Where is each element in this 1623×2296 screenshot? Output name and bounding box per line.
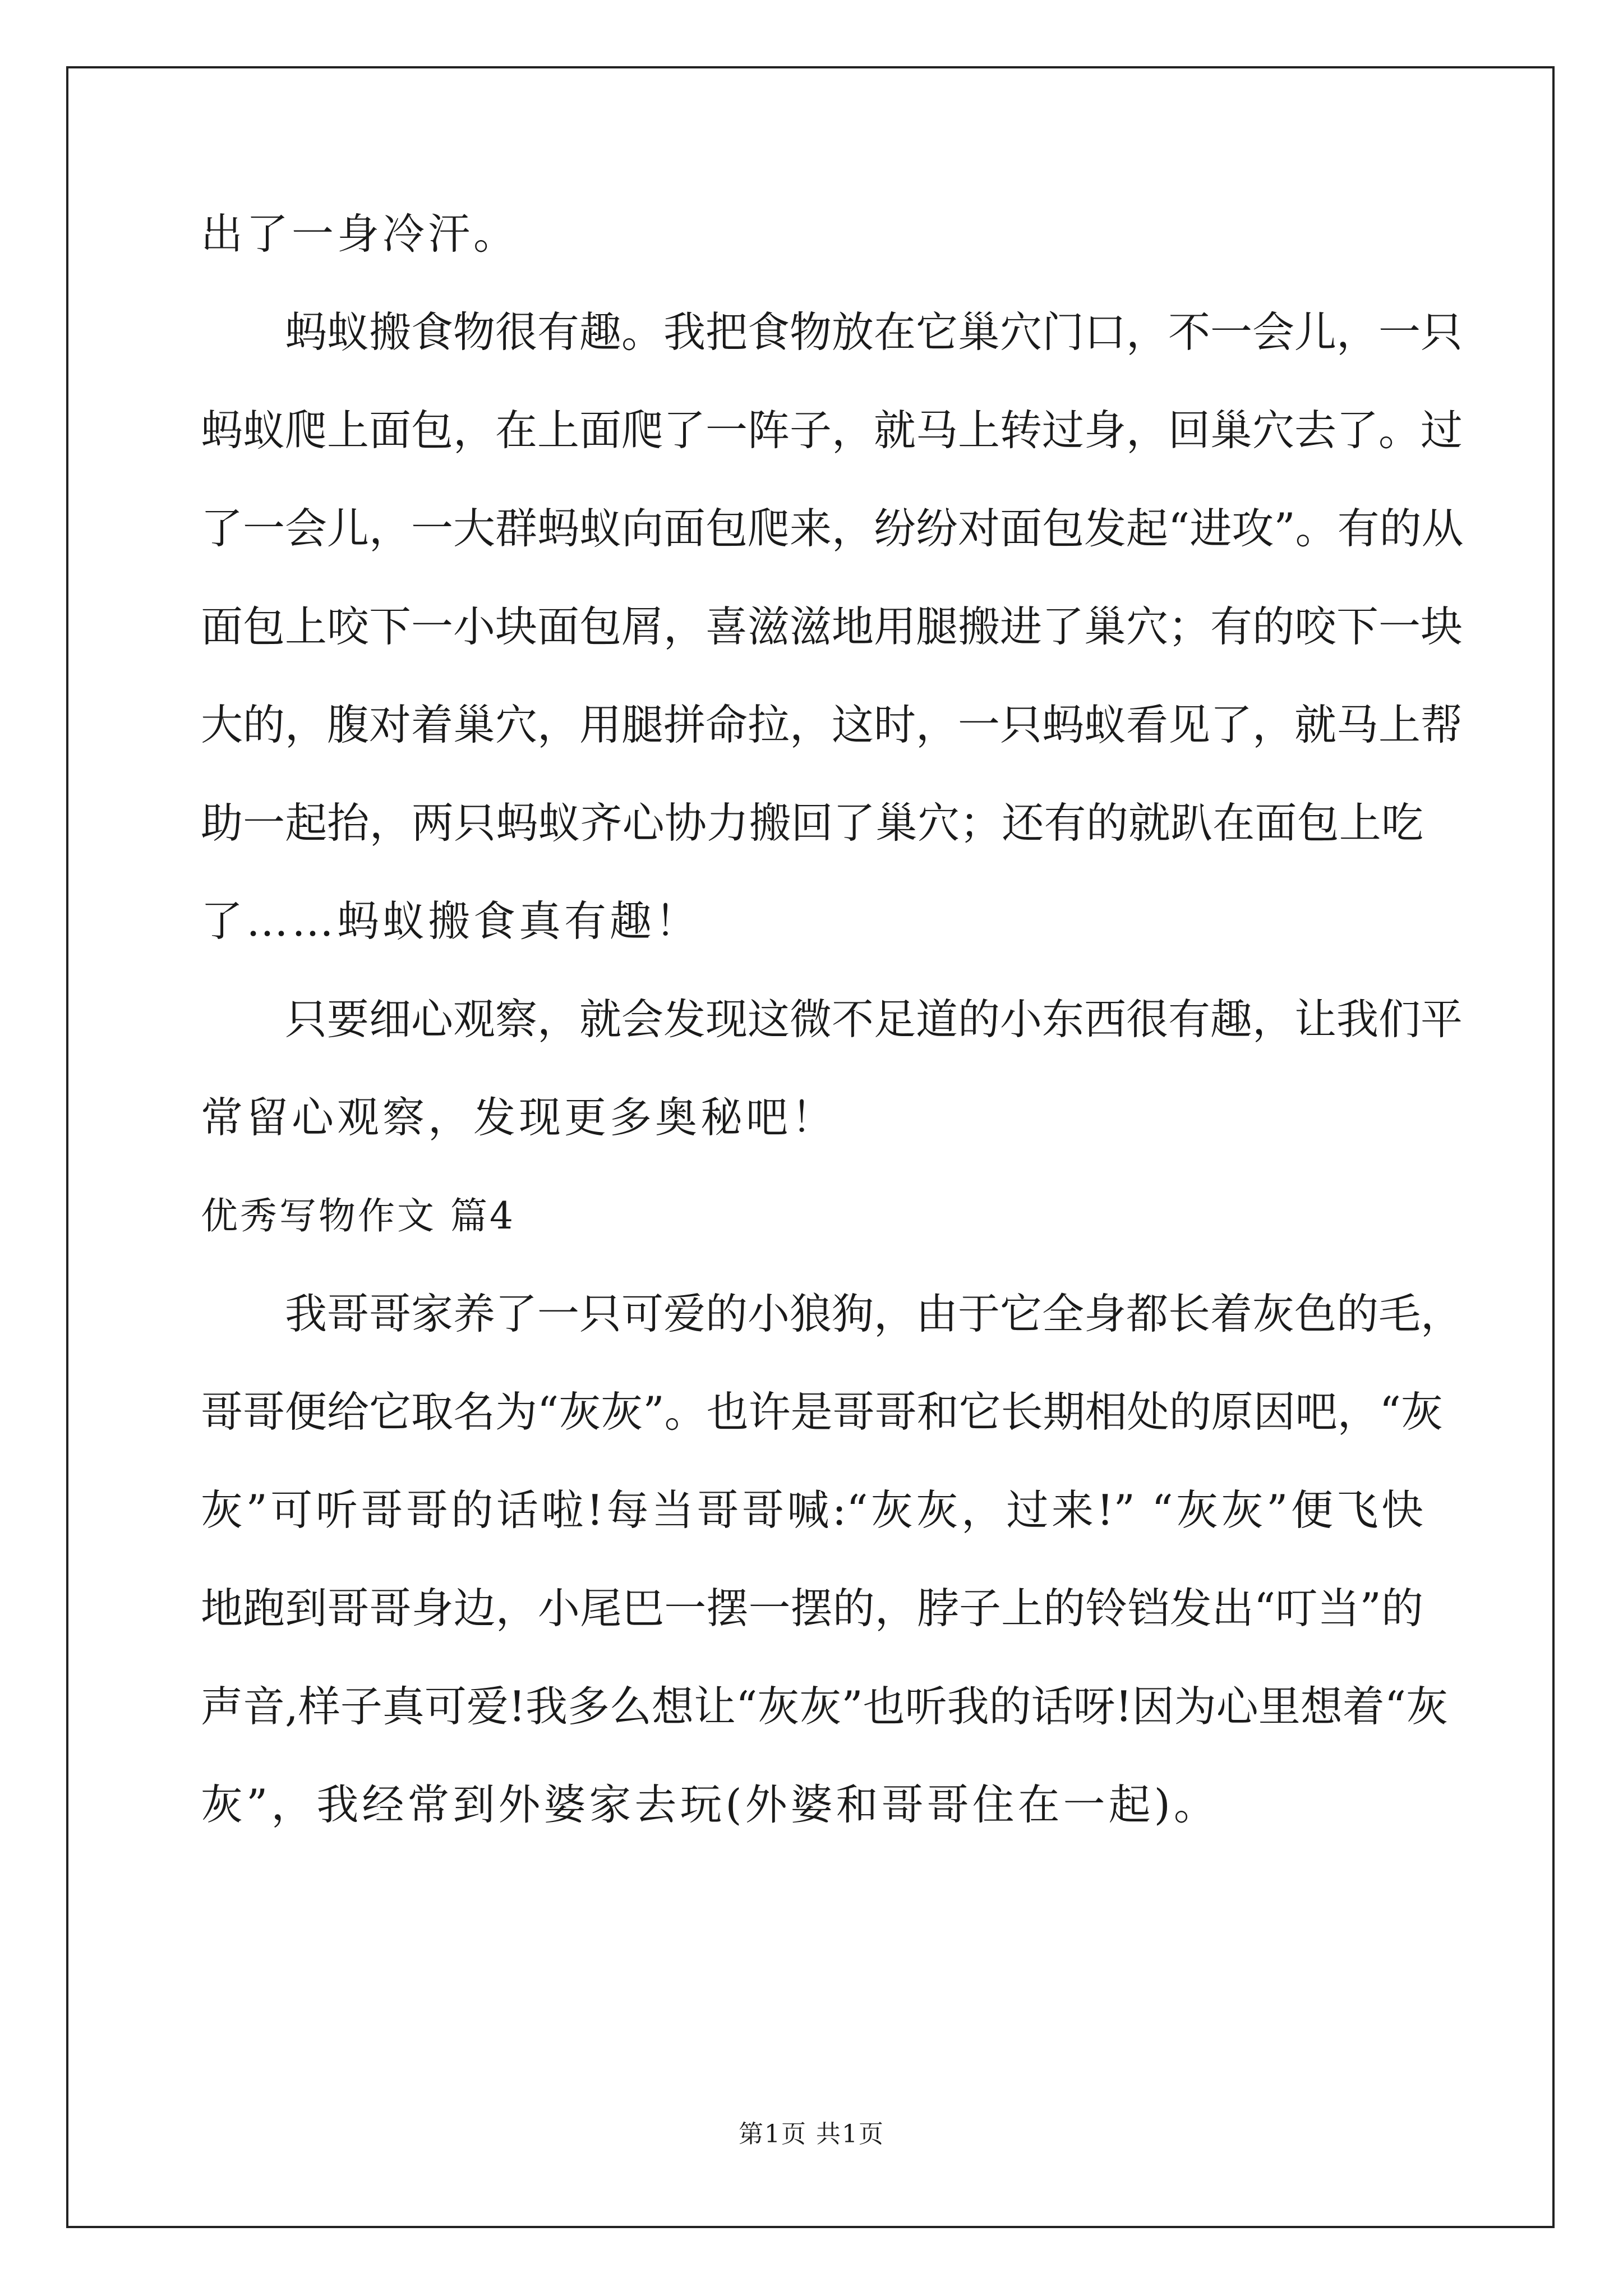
text-line: 大的，腹对着巢穴，用腿拼命拉，这时，一只蚂蚁看见了，就马上帮 — [201, 700, 1463, 749]
text-line: 了一会儿，一大群蚂蚁向面包爬来，纷纷对面包发起“进攻”。有的从 — [201, 504, 1464, 553]
text-line: 哥哥便给它取名为“灰灰”。也许是哥哥和它长期相处的原因吧，“灰 — [201, 1387, 1444, 1437]
text-line: 只要细心观察，就会发现这微不足道的小东西很有趣，让我们平 — [285, 995, 1463, 1044]
text-line: 地跑到哥哥身边，小尾巴一摆一摆的，脖子上的铃铛发出“叮当”的 — [201, 1584, 1423, 1633]
text-line: 声音,样子真可爱!我多么想让“灰灰”也听我的话呀!因为心里想着“灰 — [201, 1682, 1449, 1731]
page-number-footer: 第1页 共1页 — [739, 2120, 884, 2148]
text-line: 常留心观察，发现更多奥秘吧！ — [201, 1093, 837, 1142]
document-body — [201, 209, 1464, 1879]
text-line: 蚂蚁爬上面包，在上面爬了一阵子，就马上转过身，回巢穴去了。过 — [201, 406, 1463, 455]
text-line: 出了一身冷汗。 — [201, 209, 519, 259]
text-line: 我哥哥家养了一只可爱的小狼狗，由于它全身都长着灰色的毛， — [285, 1289, 1463, 1338]
section-heading: 优秀写物作文 篇4 — [201, 1194, 515, 1237]
text-line: 灰”可听哥哥的话啦!每当哥哥喊:“灰灰，过来!” “灰灰”便飞快 — [201, 1485, 1423, 1535]
text-line: 灰”，我经常到外婆家去玩(外婆和哥哥住在一起)。 — [201, 1780, 1219, 1829]
text-line: 了……蚂蚁搬食真有趣！ — [201, 896, 701, 946]
text-line: 面包上咬下一小块面包屑，喜滋滋地用腿搬进了巢穴；有的咬下一块 — [201, 602, 1463, 651]
text-line: 蚂蚁搬食物很有趣。我把食物放在它巢穴门口，不一会儿，一只 — [285, 307, 1463, 357]
text-line: 助一起抬，两只蚂蚁齐心协力搬回了巢穴；还有的就趴在面包上吃 — [201, 798, 1423, 848]
